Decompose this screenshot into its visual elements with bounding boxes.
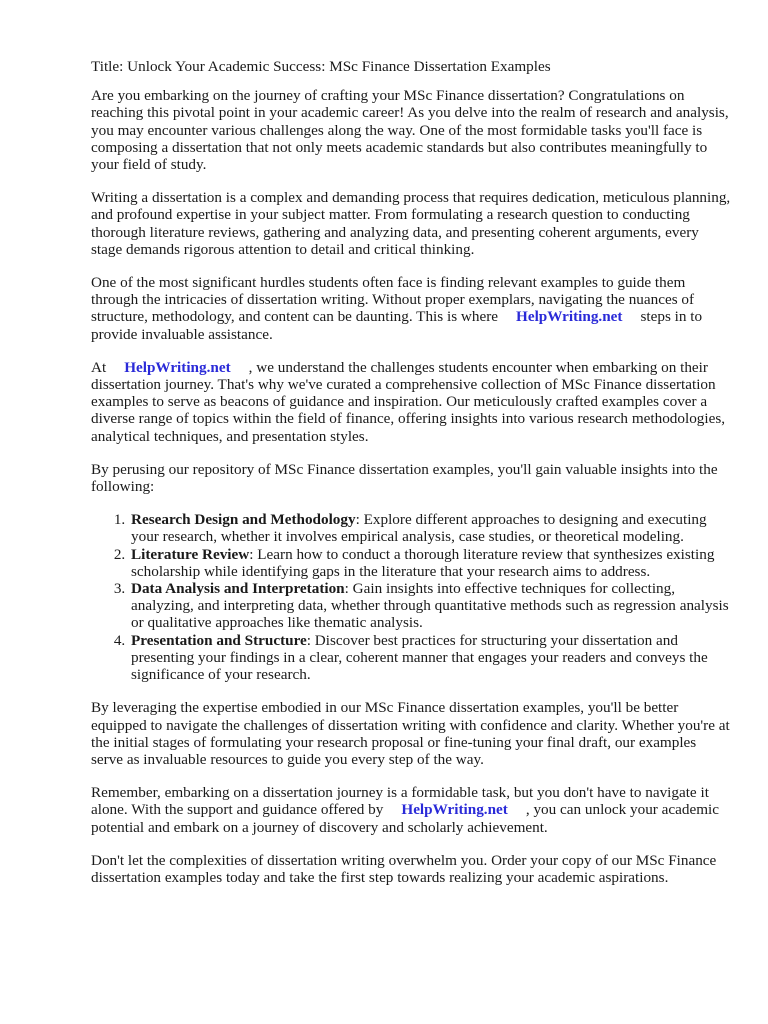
list-item	[129, 511, 731, 545]
hurdles-text-before: One of the most significant hurdles students often face is finding relevant examples to guide them through the intricacies of dissertation writing. Without proper exemplars, navigating the nuances of structure, methodology, and content can be daunting. This is where	[91, 274, 695, 326]
document-title: Title: Unlock Your Academic Success: MSc Finance Dissertation Examples	[91, 58, 551, 75]
remember-text-before: Remember, embarking on a dissertation journey is a formidable task, but you don't have to navigate it alone. With the support and guidance offered by	[91, 784, 709, 819]
list-item-term: Presentation and Structure	[131, 631, 307, 649]
insights-intro-paragraph: By perusing our repository of MSc Finance dissertation examples, you'll gain valuable insights into the following:	[91, 460, 718, 496]
list-item-text: : Learn how to conduct a thorough literature review that synthesizes existing scholarship while identifying gaps in the literature that your research aims to address.	[131, 545, 715, 580]
remember-paragraph	[91, 784, 731, 836]
list-item-term: Literature Review	[131, 545, 250, 563]
list-item	[129, 546, 731, 580]
helpwriting-link[interactable]: HelpWriting.net	[124, 358, 231, 376]
leveraging-paragraph: By leveraging the expertise embodied in our MSc Finance dissertation examples, you'll be better equipped to navigate the challenges of dissertation writing with confidence and clarity. Whether you're at the initial stages of formulating your research proposal or fine-tuning your final draft, our examples serve as invaluable resources to guide you every step of the way.	[91, 699, 730, 768]
list-item-text: : Explore different approaches to designing and executing your research, whether it involves empirical analysis, case studies, or theoretical modeling.	[131, 511, 707, 546]
helpwriting-link[interactable]: HelpWriting.net	[401, 801, 508, 819]
collection-text-after: , we understand the challenges students encounter when embarking on their dissertation journey. That's why we've curated a comprehensive collection of MSc Finance dissertation examples to serve as beacons of guidance and inspiration. Our meticulously crafted examples cover a diverse range of topics within the field of finance, offering insights into various research methodologies, analytical techniques, and presentation styles.	[91, 358, 726, 445]
process-paragraph: Writing a dissertation is a complex and demanding process that requires dedication, meticulous planning, and profound expertise in your subject matter. From formulating a research question to conducting thorough literature reviews, gathering and analyzing data, and presenting coherent arguments, every stage demands rigorous attention to detail and critical thinking.	[91, 189, 731, 258]
collection-paragraph	[91, 359, 731, 445]
helpwriting-link[interactable]: HelpWriting.net	[516, 308, 623, 326]
list-item	[129, 580, 731, 632]
document-page	[91, 58, 731, 902]
list-item-text: : Discover best practices for structuring your dissertation and presenting your findings in a clear, coherent manner that engages your readers and conveys the significance of your research.	[131, 631, 708, 684]
list-item-term: Research Design and Methodology	[131, 511, 356, 529]
remember-text-after: , you can unlock your academic potential and embark on a journey of discovery and scholarly achievement.	[91, 801, 719, 836]
hurdles-text-after: steps in to provide invaluable assistance.	[91, 308, 703, 343]
list-item	[129, 632, 731, 684]
insights-list	[91, 511, 731, 683]
closing-paragraph: Don't let the complexities of dissertation writing overwhelm you. Order your copy of our MSc Finance dissertation examples today and take the first step towards realizing your academic aspirations.	[91, 851, 717, 886]
list-item-term: Data Analysis and Interpretation	[131, 580, 345, 598]
intro-paragraph: Are you embarking on the journey of crafting your MSc Finance dissertation? Congratulations on reaching this pivotal point in your academic career! As you delve into the realm of research and analysis, you may encounter various challenges along the way. One of the most formidable tasks you'll face is composing a dissertation that not only meets academic standards but also contributes meaningfully to your field of study.	[91, 87, 729, 174]
list-item-text: : Gain insights into effective techniques for collecting, analyzing, and interpreting data, whether through quantitative methods such as regression analysis or qualitative approaches like thematic analysis.	[131, 580, 729, 632]
hurdles-paragraph	[91, 274, 731, 343]
collection-text-before: At	[91, 358, 107, 376]
